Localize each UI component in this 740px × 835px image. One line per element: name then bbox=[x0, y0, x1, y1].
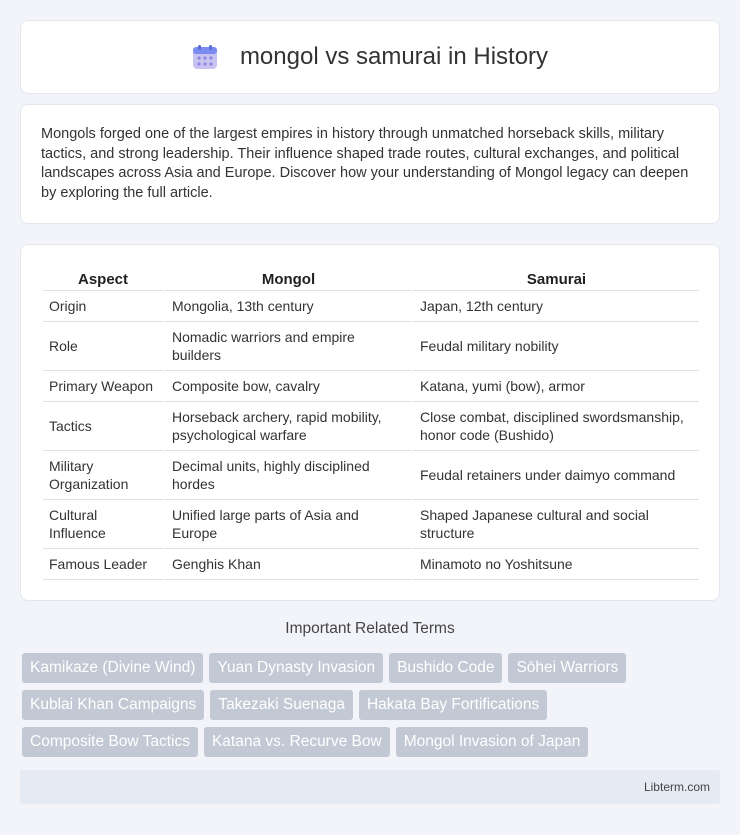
intro-card bbox=[20, 104, 720, 224]
table-cell-mongol: Composite bow, cavalry bbox=[163, 371, 411, 402]
table-row bbox=[43, 402, 699, 451]
table-cell-samurai: Shaped Japanese cultural and social structure bbox=[411, 500, 699, 549]
table-header-row bbox=[43, 267, 699, 291]
tag-row bbox=[22, 690, 722, 720]
table-cell-aspect: Role bbox=[43, 322, 163, 371]
calendar-icon bbox=[192, 44, 218, 70]
table-cell-samurai: Feudal retainers under daimyo command bbox=[411, 451, 699, 500]
table-cell-mongol: Horseback archery, rapid mobility, psychological warfare bbox=[163, 402, 411, 451]
table-cell-aspect: Origin bbox=[43, 291, 163, 322]
table-cell-samurai: Close combat, disciplined swordsmanship, honor code (Bushido) bbox=[411, 402, 699, 451]
table-row bbox=[43, 451, 699, 500]
header-card bbox=[20, 20, 720, 94]
tag-row bbox=[22, 653, 722, 683]
table-cell-mongol: Genghis Khan bbox=[163, 549, 411, 580]
related-term-tag[interactable]: Hakata Bay Fortifications bbox=[359, 690, 547, 720]
table-cell-mongol: Decimal units, highly disciplined hordes bbox=[163, 451, 411, 500]
intro-text: Mongols forged one of the largest empires in history through unmatched horseback skills, military tactics, and strong leadership. Their influence shaped trade routes, cultural exchanges, and political landscapes across Asia and Europe. Discover how your understanding of Mongol legacy can deepen by exploring the full article. bbox=[41, 126, 689, 201]
related-terms-list bbox=[22, 653, 722, 764]
table-cell-mongol: Unified large parts of Asia and Europe bbox=[163, 500, 411, 549]
table-cell-aspect: Famous Leader bbox=[43, 549, 163, 580]
related-terms-title: Important Related Terms bbox=[285, 620, 455, 637]
table-cell-samurai: Japan, 12th century bbox=[411, 291, 699, 322]
table-row bbox=[43, 500, 699, 549]
column-header-samurai: Samurai bbox=[411, 267, 699, 291]
footer bbox=[20, 770, 720, 804]
column-header-aspect: Aspect bbox=[43, 267, 163, 291]
table-cell-mongol: Nomadic warriors and empire builders bbox=[163, 322, 411, 371]
tag-row bbox=[22, 727, 722, 757]
table-cell-mongol: Mongolia, 13th century bbox=[163, 291, 411, 322]
table-cell-aspect: Cultural Influence bbox=[43, 500, 163, 549]
comparison-table bbox=[43, 267, 699, 580]
related-term-tag[interactable]: Composite Bow Tactics bbox=[22, 727, 198, 757]
table-row bbox=[43, 371, 699, 402]
related-term-tag[interactable]: Takezaki Suenaga bbox=[210, 690, 353, 720]
table-row bbox=[43, 549, 699, 580]
page-title: mongol vs samurai in History bbox=[239, 43, 549, 70]
related-term-tag[interactable]: Kamikaze (Divine Wind) bbox=[22, 653, 203, 683]
table-cell-samurai: Minamoto no Yoshitsune bbox=[411, 549, 699, 580]
related-term-tag[interactable]: Kublai Khan Campaigns bbox=[22, 690, 204, 720]
table-cell-samurai: Feudal military nobility bbox=[411, 322, 699, 371]
related-term-tag[interactable]: Mongol Invasion of Japan bbox=[396, 727, 589, 757]
related-term-tag[interactable]: Yuan Dynasty Invasion bbox=[209, 653, 383, 683]
footer-site-link[interactable]: Libterm.com bbox=[643, 780, 710, 794]
related-term-tag[interactable]: Sōhei Warriors bbox=[508, 653, 626, 683]
table-cell-aspect: Military Organization bbox=[43, 451, 163, 500]
table-cell-samurai: Katana, yumi (bow), armor bbox=[411, 371, 699, 402]
comparison-table-card bbox=[20, 244, 720, 601]
table-cell-aspect: Primary Weapon bbox=[43, 371, 163, 402]
related-term-tag[interactable]: Katana vs. Recurve Bow bbox=[204, 727, 390, 757]
table-row bbox=[43, 291, 699, 322]
table-row bbox=[43, 322, 699, 371]
column-header-mongol: Mongol bbox=[163, 267, 411, 291]
table-cell-aspect: Tactics bbox=[43, 402, 163, 451]
related-term-tag[interactable]: Bushido Code bbox=[389, 653, 502, 683]
